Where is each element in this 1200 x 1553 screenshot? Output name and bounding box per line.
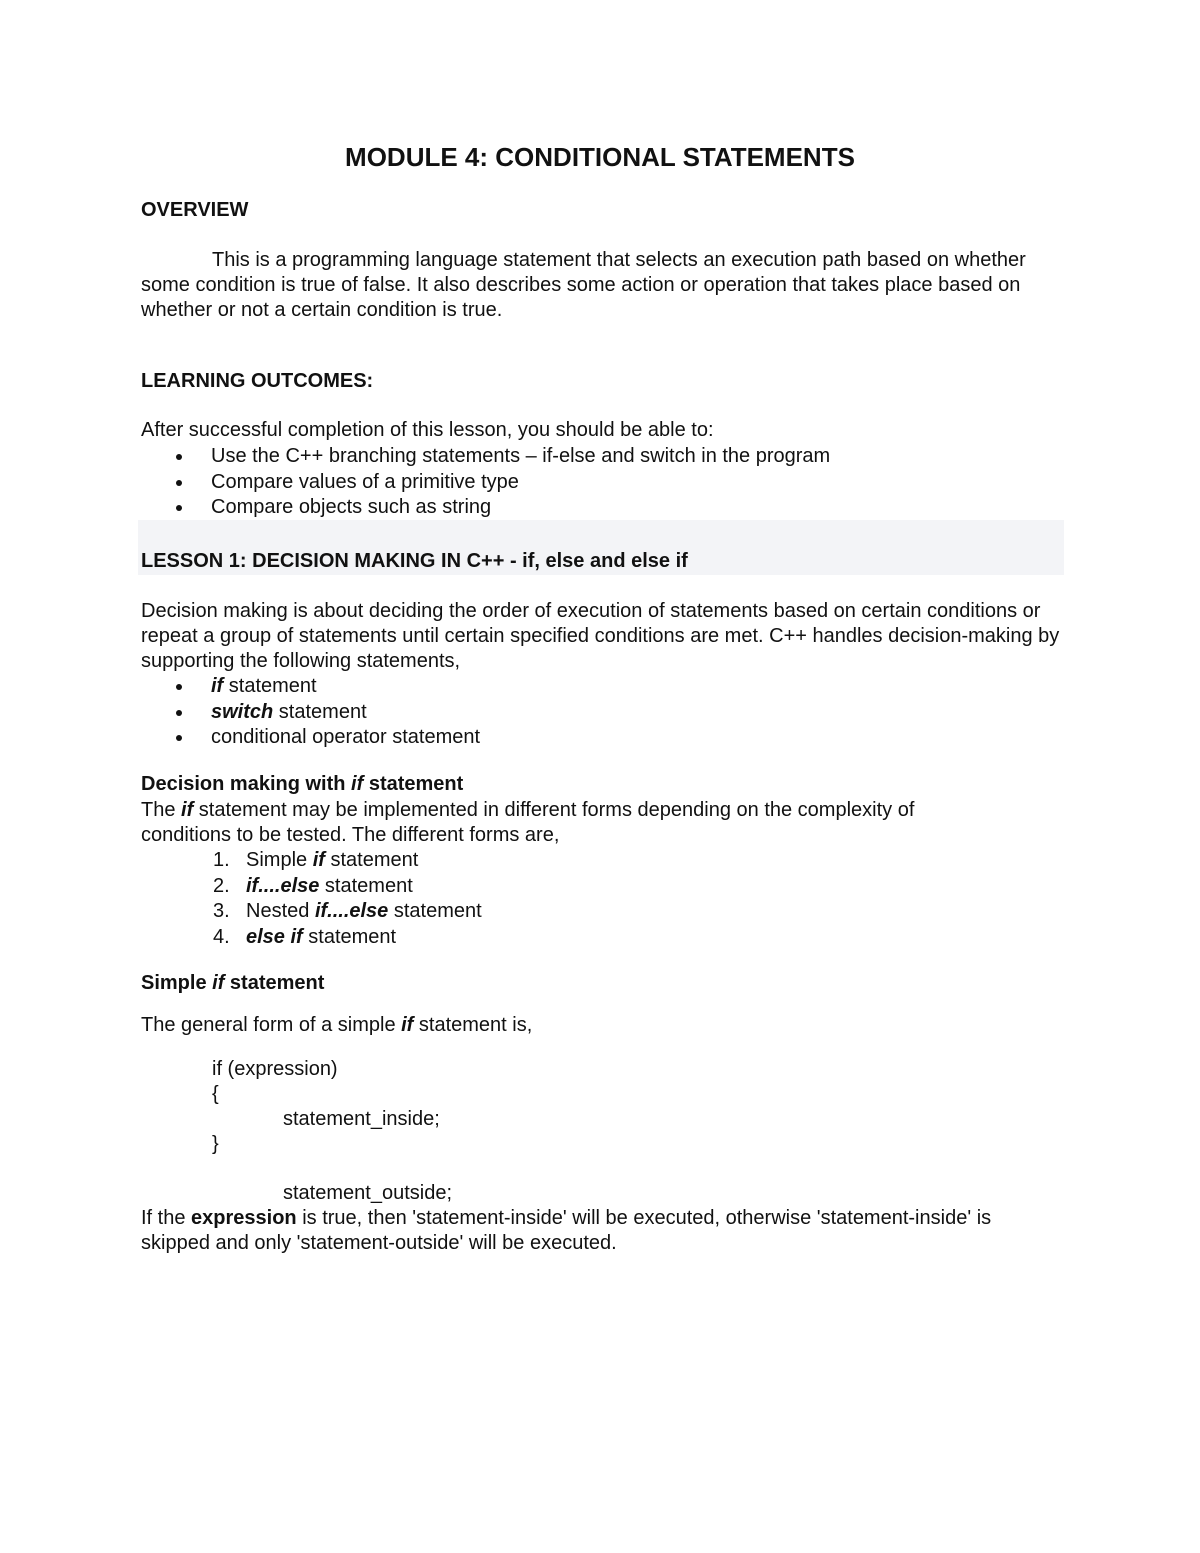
- bullet-icon: [176, 735, 182, 741]
- list-item: Compare values of a primitive type: [141, 470, 830, 496]
- list-item: Compare objects such as string: [141, 495, 830, 521]
- list-item: switch statement: [141, 700, 480, 726]
- list-item: 1. Simple if statement: [213, 849, 419, 871]
- code-line-statement-inside: statement_inside;: [283, 1108, 440, 1130]
- code-line-close-brace: }: [212, 1133, 219, 1155]
- code-line-open-brace: {: [212, 1083, 219, 1105]
- simple-if-explain-line1: If the expression is true, then 'statement-inside' will be executed, otherwise 'statement-inside' is: [141, 1207, 992, 1229]
- if-section-heading: Decision making with if statement: [141, 773, 464, 795]
- if-section-text-line1: The if statement may be implemented in different forms depending on the complexity of: [141, 799, 915, 821]
- bullet-icon: [176, 684, 182, 690]
- list-item: Use the C++ branching statements – if-else and switch in the program: [141, 444, 830, 470]
- list-item: if statement: [141, 674, 480, 700]
- code-line-statement-outside: statement_outside;: [283, 1182, 452, 1204]
- list-item: 2. if....else statement: [213, 874, 413, 897]
- code-line-if: if (expression): [212, 1058, 338, 1080]
- learning-outcomes-intro: After successful completion of this lesson, you should be able to:: [141, 419, 714, 441]
- bullet-icon: [176, 480, 182, 486]
- page-title: MODULE 4: CONDITIONAL STATEMENTS: [345, 142, 855, 172]
- lesson1-heading: LESSON 1: DECISION MAKING IN C++ - if, else and else if: [141, 550, 688, 572]
- lesson1-intro: Decision making is about deciding the order of execution of statements based on certain conditions or repeat a group of statements until certain specified conditions are met. C++ handles decision-making by supporting the following statements,: [141, 600, 1060, 672]
- simple-if-heading: Simple if statement: [141, 972, 325, 994]
- bullet-icon: [176, 710, 182, 716]
- decision-statements-list: [141, 674, 480, 751]
- overview-heading: OVERVIEW: [141, 199, 249, 221]
- bullet-icon: [176, 505, 182, 511]
- bullet-icon: [176, 454, 182, 460]
- if-section-text-line2: conditions to be tested. The different forms are,: [141, 824, 560, 846]
- overview-text: This is a programming language statement that selects an execution path based on whether some condition is true of false. It also describes some action or operation that takes place based on whether or not a certain condition is true.: [141, 249, 1026, 321]
- learning-outcomes-heading: LEARNING OUTCOMES:: [141, 370, 374, 392]
- simple-if-explain-line2: skipped and only 'statement-outside' will be executed.: [141, 1232, 617, 1254]
- learning-outcomes-list: [141, 444, 830, 521]
- list-item: conditional operator statement: [141, 725, 480, 751]
- list-item: 4. else if statement: [213, 925, 397, 948]
- if-forms-list: [141, 848, 482, 950]
- simple-if-form-text: The general form of a simple if statement is,: [141, 1014, 533, 1036]
- list-item: 3. Nested if....else statement: [213, 900, 482, 922]
